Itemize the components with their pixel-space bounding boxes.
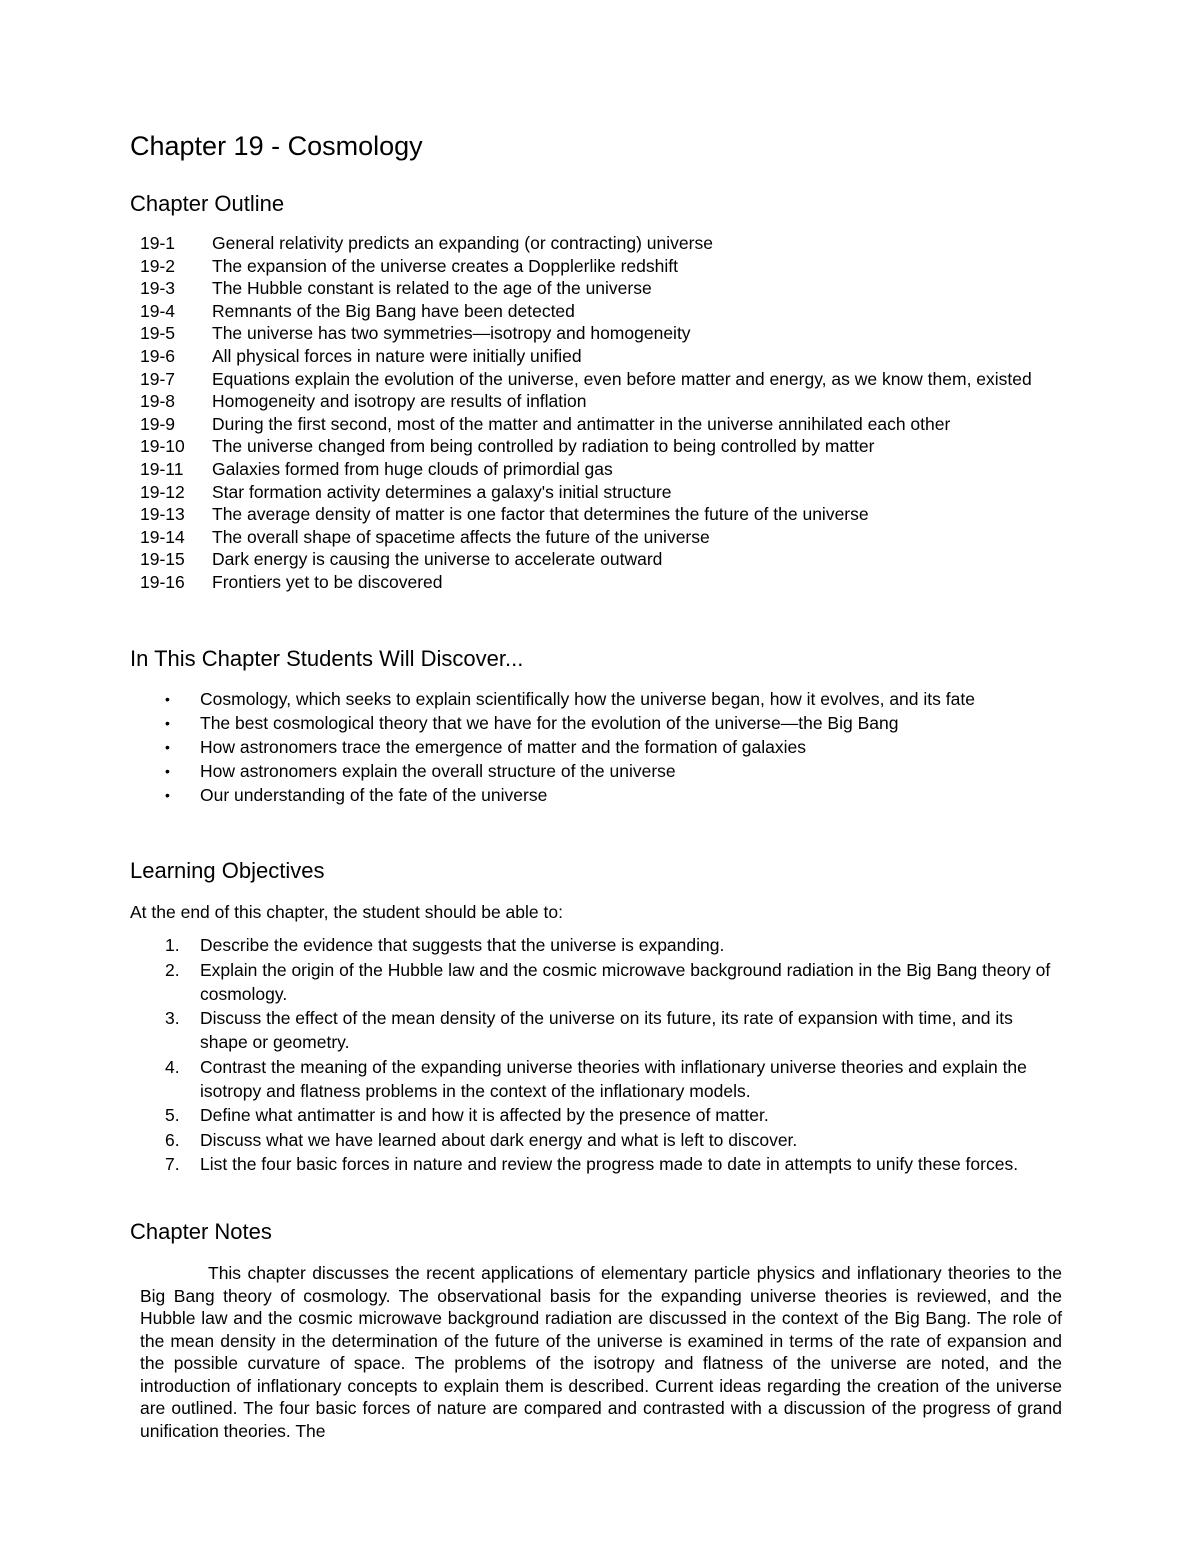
outline-item [140,435,1080,458]
outline-text: Homogeneity and isotropy are results of inflation [212,391,587,412]
objective-number: 4. [165,1056,180,1077]
objective-item [165,1128,1065,1152]
outline-number: 19-7 [140,368,176,389]
outline-text: The average density of matter is one factor that determines the future of the universe [212,504,869,525]
outline-item [140,526,1080,549]
bullet-icon: • [165,715,170,731]
outline-number: 19-4 [140,300,176,321]
list-item-text: Our understanding of the fate of the universe [200,785,548,805]
objective-item [165,958,1065,1006]
outline-item [140,481,1080,504]
outline-number: 19-2 [140,255,176,276]
objective-number: 3. [165,1008,180,1028]
objective-number: 6. [165,1129,180,1150]
outline-item [140,413,1080,436]
objectives-intro: At the end of this chapter, the student should be able to: [130,902,563,922]
outline-text: All physical forces in nature were initially unified [212,345,582,366]
outline-number: 19-12 [140,481,185,502]
outline-text: During the first second, most of the matter and antimatter in the universe annihilated each other [212,413,951,434]
outline-text: Equations explain the evolution of the universe, even before matter and energy, as we know them, existed [212,368,1032,389]
objective-number: 5. [165,1105,180,1125]
list-item-text: How astronomers trace the emergence of matter and the formation of galaxies [200,737,806,757]
objective-item [165,1006,1065,1054]
outline-heading: Chapter Outline [130,191,285,216]
outline-text: The overall shape of spacetime affects the future of the universe [212,526,710,547]
outline-number: 19-6 [140,345,176,366]
list-item [165,688,1065,711]
objective-item [165,933,1065,957]
objective-text: Describe the evidence that suggests that the universe is expanding. [200,935,725,955]
objective-item [165,1055,1065,1103]
objective-text: Discuss the effect of the mean density of the universe on its future, its rate of expansion with time, and its shape or geometry. [200,1008,1013,1052]
bullet-icon: • [165,739,170,755]
objective-item [165,1152,1065,1176]
outline-item [140,345,1080,368]
outline-number: 19-5 [140,323,176,344]
objective-text: Define what antimatter is and how it is affected by the presence of matter. [200,1105,769,1125]
objective-number: 2. [165,959,180,980]
list-item-text: The best cosmological theory that we have for the evolution of the universe—the Big Bang [200,713,899,733]
outline-item [140,503,1080,526]
list-item [165,736,1065,759]
objectives-heading: Learning Objectives [130,858,325,883]
outline-item [140,458,1080,481]
list-item [165,784,1065,807]
list-item-text: Cosmology, which seeks to explain scientifically how the universe began, how it evolves, and its fate [200,689,975,709]
outline-text: Galaxies formed from huge clouds of primordial gas [212,458,613,479]
outline-text: General relativity predicts an expanding (or contracting) universe [212,233,713,253]
list-item-text: How astronomers explain the overall structure of the universe [200,761,676,781]
notes-heading: Chapter Notes [130,1219,272,1244]
outline-text: The expansion of the universe creates a Dopplerlike redshift [212,255,678,276]
objective-text: Discuss what we have learned about dark energy and what is left to discover. [200,1129,798,1150]
objective-number: 7. [165,1154,180,1174]
bullet-icon: • [165,691,170,707]
outline-item [140,300,1080,323]
outline-number: 19-13 [140,504,185,525]
outline-number: 19-15 [140,549,185,570]
outline-text: Dark energy is causing the universe to accelerate outward [212,549,663,570]
outline-number: 19-16 [140,571,185,592]
outline-item [140,548,1080,571]
discover-heading: In This Chapter Students Will Discover... [130,646,524,671]
outline-text: Star formation activity determines a galaxy's initial structure [212,481,672,502]
objective-text: Explain the origin of the Hubble law and the cosmic microwave background radiation in the Big Bang theory of cosmology. [200,959,1051,1004]
outline-item [140,368,1080,391]
list-item [165,712,1065,735]
outline-number: 19-1 [140,233,176,253]
outline-item [140,322,1080,345]
chapter-outline-list [140,232,1080,594]
page-title: Chapter 19 - Cosmology [130,131,423,161]
outline-number: 19-8 [140,391,176,412]
bullet-icon: • [165,787,170,803]
bullet-icon: • [165,763,170,779]
objective-number: 1. [165,935,180,955]
list-item [165,760,1065,783]
outline-number: 19-3 [140,278,176,299]
outline-text: The universe has two symmetries—isotropy and homogeneity [212,323,691,344]
outline-text: The universe changed from being controlled by radiation to being controlled by matter [212,436,875,457]
outline-number: 19-10 [140,436,185,457]
outline-item [140,255,1080,278]
outline-number: 19-9 [140,413,176,434]
objective-item [165,1103,1065,1127]
outline-number: 19-11 [140,458,184,479]
outline-item [140,571,1080,594]
outline-item [140,390,1080,413]
objective-text: Contrast the meaning of the expanding universe theories with inflationary universe theories and explain the isotropy and flatness problems in the context of the inflationary models. [200,1056,1027,1101]
outline-number: 19-14 [140,526,185,547]
notes-paragraph: This chapter discusses the recent applications of elementary particle physics and inflationary theories to the Big Bang theory of cosmology. The observational basis for the expanding universe theories is reviewed, and the Hubble law and the cosmic microwave background radiation are discussed in the context of the Big Bang. The role of the mean density in the determination of the future of the universe is examined in terms of the rate of expansion and the possible curvature of space. The problems of the isotropy and flatness of the universe are noted, and the introduction of inflationary concepts to explain them is described. Current ideas regarding the creation of the universe are outlined. The four basic forces of nature are compared and contrasted with a discussion of the progress of grand unification theories. The [140,1263,1062,1441]
outline-text: The Hubble constant is related to the age of the universe [212,278,652,299]
outline-text: Remnants of the Big Bang have been detected [212,300,575,321]
objective-text: List the four basic forces in nature and review the progress made to date in attempts to unify these forces. [200,1154,1019,1174]
outline-text: Frontiers yet to be discovered [212,571,443,592]
outline-item [140,277,1080,300]
discover-list [165,688,1065,808]
objectives-list [165,933,1065,1177]
outline-item [140,232,1080,255]
